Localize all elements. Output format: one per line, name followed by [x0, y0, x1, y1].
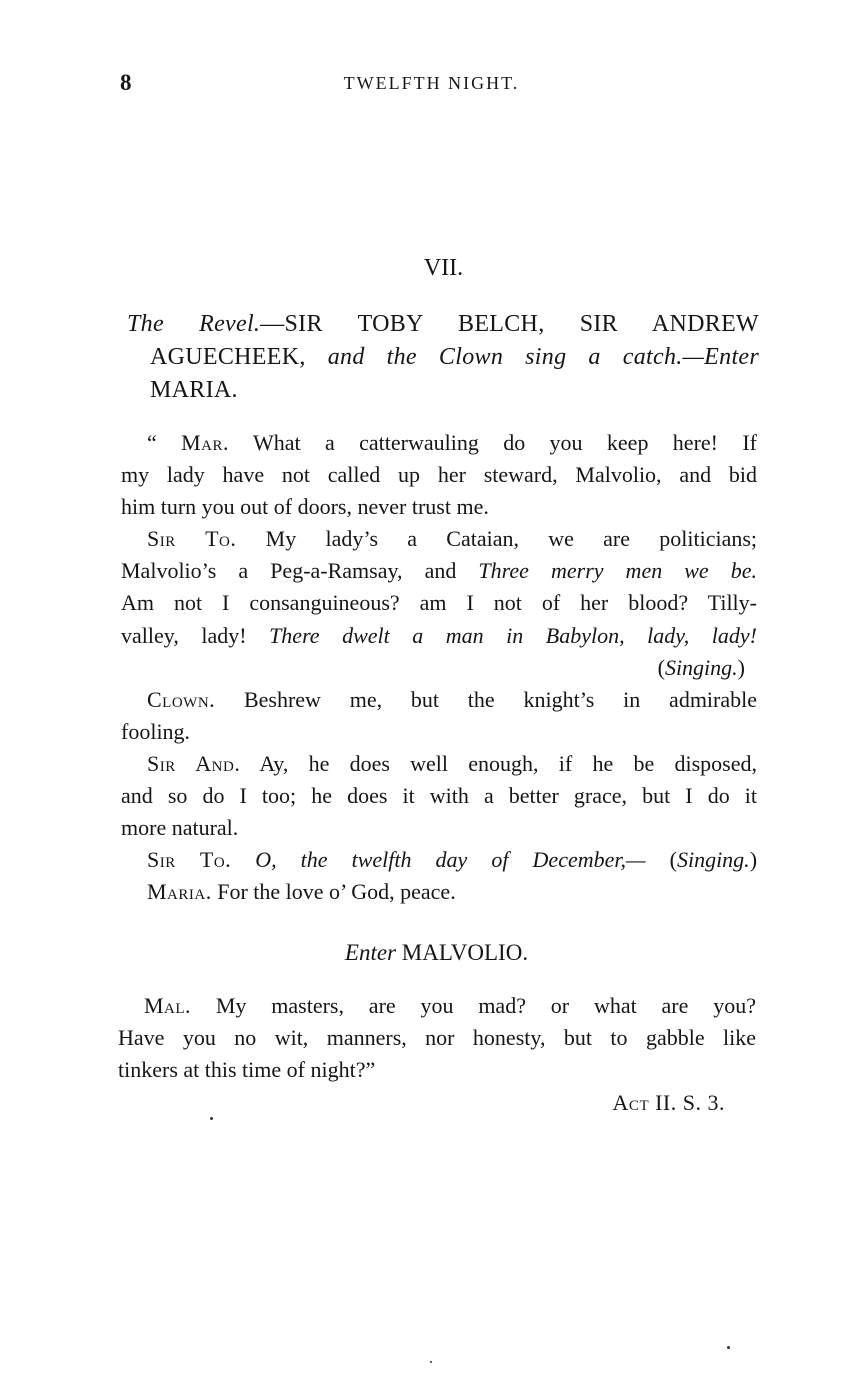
open-quote: “: [147, 430, 157, 455]
section-numeral: VII.: [423, 255, 464, 281]
entrance-name: MALVOLIO.: [401, 940, 529, 965]
speech-sir-and-line-3: more natural.: [121, 815, 239, 841]
speech-mar-line-3: him turn you out of doors, never trust me.: [121, 494, 489, 520]
heading-line-1: [127, 308, 759, 341]
entrance-italic: Enter: [344, 940, 397, 965]
heading-title-italic: The Revel.: [127, 311, 261, 337]
speaker-maria: Maria.: [147, 879, 212, 905]
stage-direction: (Singing.): [657, 654, 745, 680]
speech-text: Malvolio’s a Peg-a-Ramsay, and: [121, 558, 457, 584]
speech-sir-to-line-4: [121, 620, 757, 652]
song-text: There dwelt a man in Babylon, lady, lady!: [269, 622, 758, 648]
dialogue-block-2: [118, 990, 756, 1086]
speech-clown-line-2: fooling.: [121, 718, 191, 744]
speech-text: For the love o’ God, peace.: [217, 879, 456, 905]
stage-direction-text: Singing.: [664, 654, 738, 680]
speaker-sir-and: Sir And.: [147, 750, 241, 776]
speech-mar-line-2: my lady have not called up her steward, Malvolio, and bid: [121, 462, 757, 488]
speech-mar-line-1: [121, 427, 757, 459]
heading-line-1-rest: —SIR TOBY BELCH, SIR ANDREW: [260, 311, 760, 337]
speech-maria-line-1: [121, 876, 757, 908]
speech-mal-line-3: tinkers at this time of night?”: [118, 1057, 376, 1083]
speech-text: My lady’s a Cataian, we are politicians;: [265, 526, 758, 552]
speaker-clown: Clown.: [147, 686, 216, 712]
speaker-mar: Mar.: [181, 430, 230, 455]
speech-text: What a catterwauling do you keep here! If: [253, 430, 757, 455]
speech-mal-line-2: Have you no wit, manners, nor honesty, but to gabble like: [118, 1025, 756, 1051]
speaker-mal: Mal.: [144, 993, 192, 1018]
speech-mal-line-1: [118, 990, 756, 1022]
dialogue-block: [121, 427, 757, 908]
speech-sir-to-line-2: [121, 555, 757, 587]
speech-sir-and-line-2: and so do I too; he does it with a better grace, but I do it: [121, 783, 757, 809]
speaker-sir-to: Sir To.: [147, 847, 232, 873]
speech-sir-to-line-1: [121, 523, 757, 555]
heading-line-2: [127, 341, 759, 374]
speech-text: Beshrew me, but the knight’s in admirable: [243, 686, 758, 712]
stage-direction-text: Singing.: [676, 847, 750, 873]
heading-line-3: MARIA.: [150, 377, 238, 403]
speech-clown-line-1: [121, 684, 757, 716]
speech-text: My masters, are you mad? or what are you?: [215, 993, 756, 1018]
running-head: TWELFTH NIGHT.: [343, 73, 520, 93]
song-text: O, the twelfth day of December,—: [255, 847, 646, 873]
page-number: 8: [120, 70, 132, 95]
print-speck: [430, 1361, 432, 1363]
speech-text: valley, lady!: [121, 622, 247, 648]
section-heading: [127, 308, 759, 407]
speaker-sir-to: Sir To.: [147, 526, 237, 552]
print-speck: [727, 1346, 730, 1349]
heading-line-2-italic: and the Clown sing a catch.—Enter: [327, 344, 759, 370]
heading-line-2-roman: AGUECHEEK,: [150, 344, 306, 370]
act-scene-reference: Act II. S. 3.: [612, 1090, 725, 1115]
speech-sir-to-line-3: Am not I consanguineous? am I not of her blood? Tilly-: [121, 590, 757, 616]
speech-text: Ay, he does well enough, if he be disposed,: [259, 750, 758, 776]
stage-direction: (Singing.): [669, 847, 758, 873]
song-text: Three merry men we be.: [478, 558, 758, 584]
speech-sir-and-line-1: [121, 748, 757, 780]
print-speck: [210, 1117, 213, 1120]
speech-sir-to-2-line-1: [121, 844, 757, 876]
entrance-direction: [0, 940, 843, 966]
